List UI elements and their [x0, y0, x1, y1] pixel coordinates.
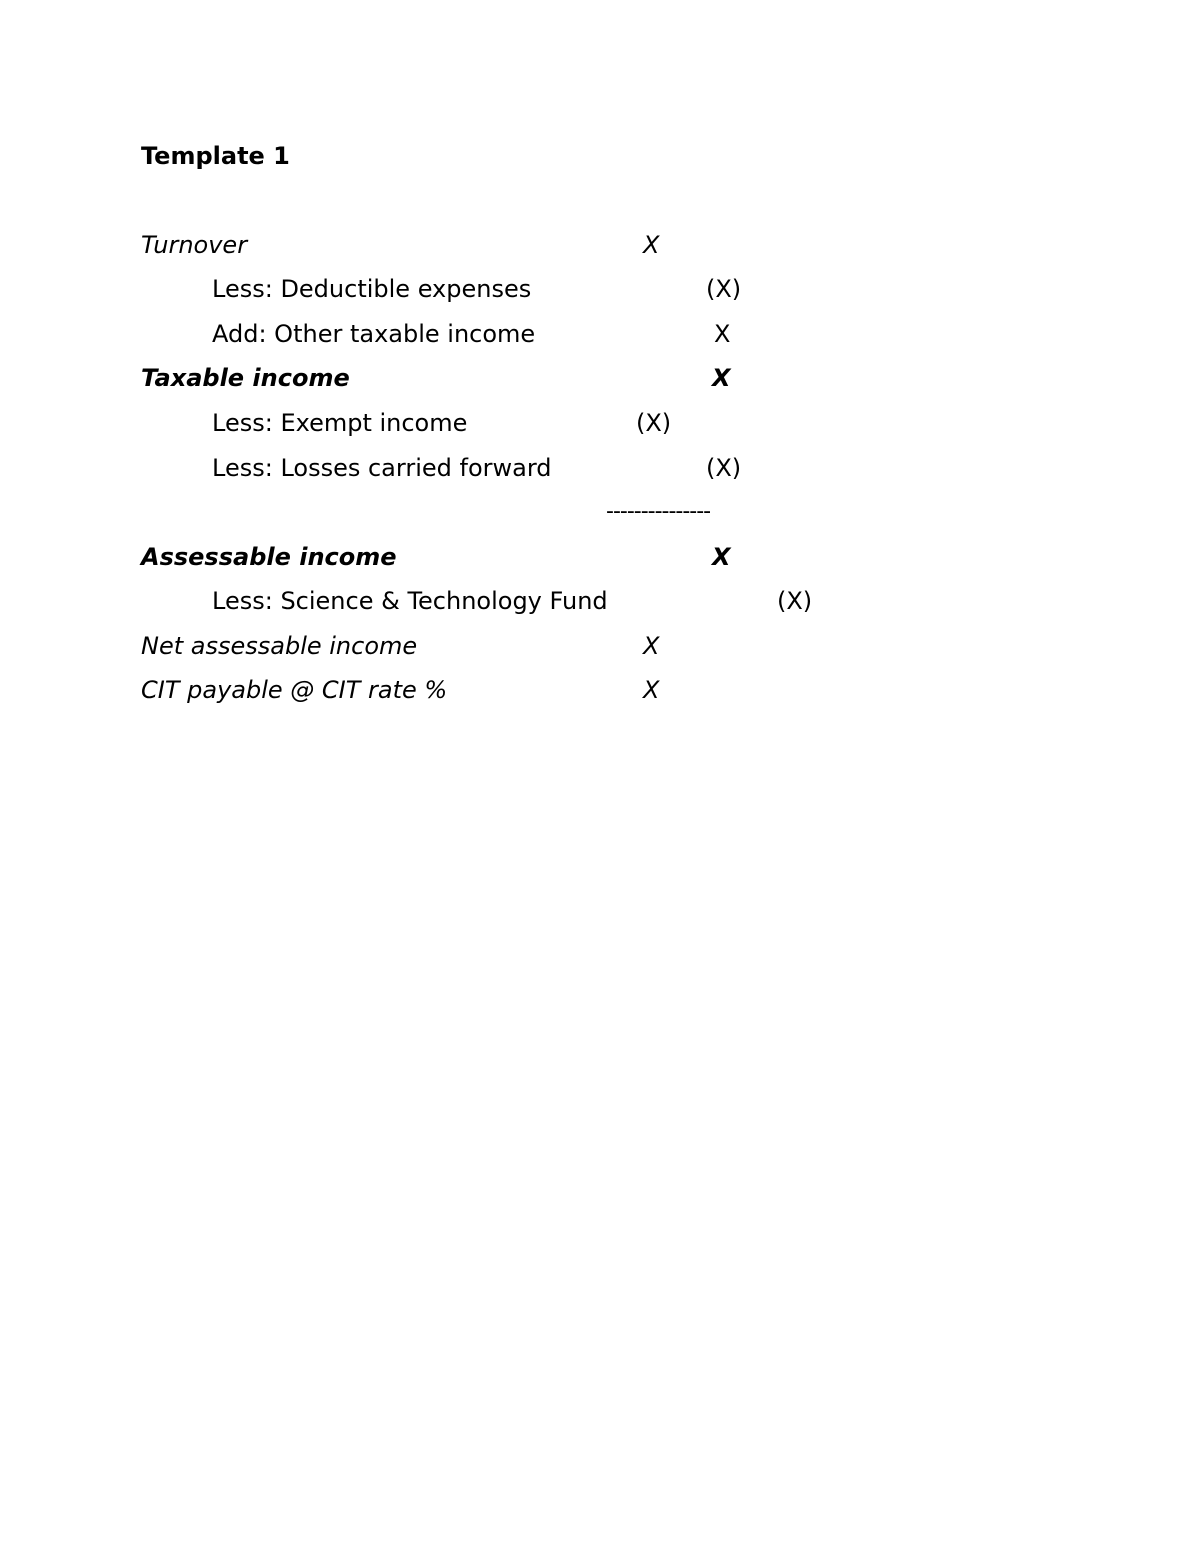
row-losses-carried-forward-value: (X)	[706, 454, 742, 482]
row-assessable-income-value: X	[712, 543, 731, 571]
row-turnover-value: X	[643, 231, 660, 259]
row-exempt-income-value: (X)	[636, 409, 672, 437]
row-science-technology-fund-value: (X)	[777, 587, 813, 615]
subtotal-divider: ---------------	[606, 499, 711, 524]
document-title: Template 1	[141, 142, 290, 170]
row-deductible-expenses-value: (X)	[706, 275, 742, 303]
row-taxable-income-value: X	[712, 364, 731, 392]
row-net-assessable-income-value: X	[643, 632, 660, 660]
row-other-taxable-income-label: Add: Other taxable income	[212, 320, 536, 348]
row-exempt-income-label: Less: Exempt income	[212, 409, 468, 437]
row-science-technology-fund-label: Less: Science & Technology Fund	[212, 587, 608, 615]
row-deductible-expenses-label: Less: Deductible expenses	[212, 275, 532, 303]
row-cit-payable-value: X	[643, 676, 660, 704]
row-net-assessable-income-label: Net assessable income	[141, 632, 418, 660]
row-turnover-label: Turnover	[141, 231, 248, 259]
row-other-taxable-income-value: X	[714, 320, 731, 348]
row-taxable-income-label: Taxable income	[141, 364, 350, 392]
row-losses-carried-forward-label: Less: Losses carried forward	[212, 454, 552, 482]
row-cit-payable-label: CIT payable @ CIT rate %	[141, 676, 448, 704]
row-assessable-income-label: Assessable income	[141, 543, 397, 571]
